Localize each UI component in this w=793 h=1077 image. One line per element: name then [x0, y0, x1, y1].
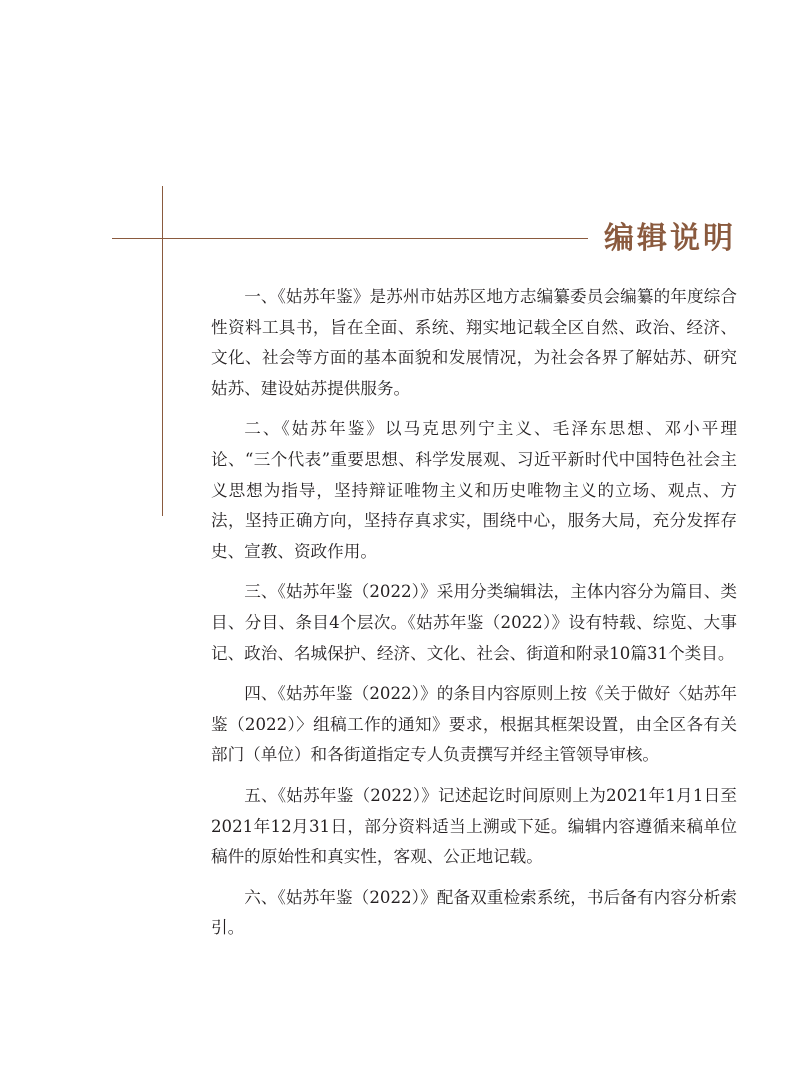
horizontal-rule — [112, 238, 588, 239]
vertical-rule — [162, 186, 163, 516]
paragraph-1: 一、《姑苏年鉴》是苏州市姑苏区地方志编纂委员会编纂的年度综合性资料工具书，旨在全面、系统、翔实地记载全区自然、政治、经济、文化、社会等方面的基本面貌和发展情况，为社会各界了解姑苏、研究姑苏、建设姑苏提供服务。 — [211, 287, 737, 398]
document-body — [211, 282, 737, 954]
paragraph-6: 六、《姑苏年鉴（2022）》配备双重检索系统，书后备有内容分析索引。 — [211, 887, 737, 938]
paragraph-5: 五、《姑苏年鉴（2022）》记述起讫时间原则上为2021年1月1日至2021年12月31日，部分资料适当上溯或下延。编辑内容遵循来稿单位稿件的原始性和真实性，客观、公正地记载。 — [211, 785, 737, 867]
paragraph-4: 四、《姑苏年鉴（2022）》的条目内容原则上按《关于做好〈姑苏年鉴（2022）〉组稿工作的通知》要求，根据其框架设置，由全区各有关部门（单位）和各街道指定专人负责撰写并经主管领导审核。 — [211, 684, 737, 765]
paragraph-2: 二、《姑苏年鉴》以马克思列宁主义、毛泽东思想、邓小平理论、“三个代表”重要思想、科学发展观、习近平新时代中国特色社会主义思想为指导，坚持辩证唯物主义和历史唯物主义的立场、观点、方法，坚持正确方向，坚持存真求实，围绕中心，服务大局，充分发挥存史、宣教、资政作用。 — [211, 419, 737, 561]
paragraph-3: 三、《姑苏年鉴（2022）》采用分类编辑法，主体内容分为篇目、类目、分目、条目4个层次。《姑苏年鉴（2022）》设有特载、综览、大事记、政治、名城保护、经济、文化、社会、街道和附录10篇31个类目。 — [211, 582, 737, 663]
page-title: 编辑说明 — [604, 221, 736, 256]
